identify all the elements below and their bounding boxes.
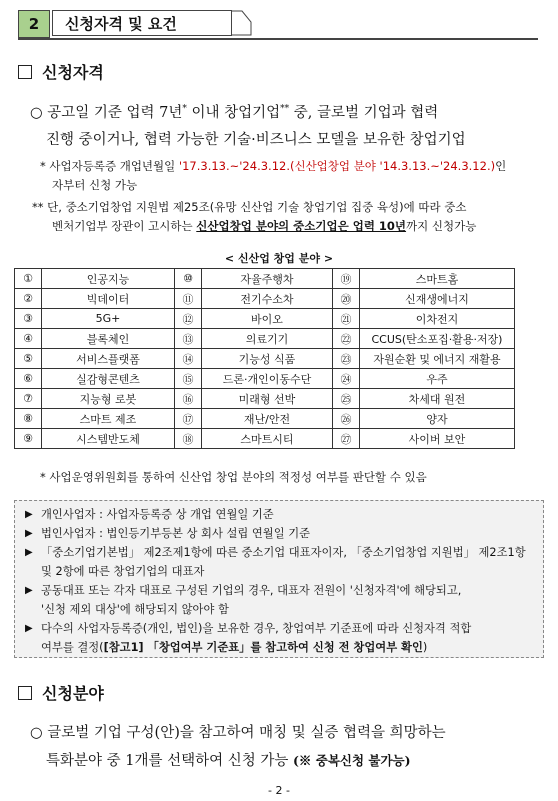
note-box-text: 「중소기업기본법」 제2조제1항에 따른 중소기업 대표자이자, 「중소기업창업 지원법」 제2조1항 [41, 546, 526, 559]
field-name: 기능성 식품 [202, 349, 333, 369]
table-row [15, 349, 515, 369]
field-number: ㉖ [333, 409, 360, 429]
note1-text-line2: 자부터 신청 가능 [52, 178, 138, 192]
field-name: 스마트 제조 [42, 409, 175, 429]
main-text-1c: 중, 글로벌 기업과 협력 [289, 104, 439, 121]
section-number: 2 [18, 10, 50, 38]
criteria-note-box [14, 500, 544, 658]
note-box-line [25, 505, 533, 524]
heading-field [18, 681, 104, 704]
note1-mark: * [40, 159, 46, 173]
field-name: 자율주행차 [202, 269, 333, 289]
field-number: ⑥ [15, 369, 42, 389]
field-paragraph [30, 720, 550, 775]
field-number: ⑰ [175, 409, 202, 429]
field-number: ⑳ [333, 289, 360, 309]
field-name: 양자 [360, 409, 515, 429]
field-number: ⑤ [15, 349, 42, 369]
main-text-2: 진행 중이거나, 협력 가능한 기술·비즈니스 모델을 보유한 창업기업 [46, 131, 466, 148]
note2-mark: ** [32, 200, 44, 214]
table-row [15, 309, 515, 329]
field-name: 사이버 보안 [360, 429, 515, 449]
field-name: 스마트홈 [360, 269, 515, 289]
table-note-mark: * [40, 470, 46, 484]
note1-date-range: '17.3.13.~'24.3.12.(신산업창업 분야 '14.3.13.~'24.3.12.) [178, 159, 496, 173]
circle-bullet-icon: ○ [30, 725, 43, 741]
table-note [40, 468, 550, 487]
checkbox-square-icon [18, 686, 32, 700]
field-number: ㉑ [333, 309, 360, 329]
note-box-line [25, 619, 533, 638]
field-number: ⑲ [333, 269, 360, 289]
field-name: 인공지능 [42, 269, 175, 289]
triangle-bullet-icon: ▶ [25, 585, 33, 596]
checkbox-square-icon [18, 65, 32, 79]
field-name: 자원순환 및 에너지 재활용 [360, 349, 515, 369]
field-number: ① [15, 269, 42, 289]
field-number: ⑯ [175, 389, 202, 409]
field-name: 전기수소차 [202, 289, 333, 309]
section-divider [18, 38, 538, 40]
tab-fold-decoration [232, 10, 252, 36]
table-row [15, 289, 515, 309]
triangle-bullet-icon [25, 600, 41, 619]
field-name: 실감형콘텐츠 [42, 369, 175, 389]
note-box-text: '신청 제외 대상'에 해당되지 않아야 함 [41, 603, 229, 616]
heading-field-text: 신청분야 [42, 684, 104, 703]
circle-bullet-icon: ○ [30, 104, 43, 121]
field-number: ⑱ [175, 429, 202, 449]
field-number: ㉕ [333, 389, 360, 409]
sup-star-1: * [182, 104, 187, 114]
field-no-duplicate-note: (※ 중복신청 불가능) [292, 753, 411, 768]
indent-spacer [25, 638, 41, 657]
field-text-line2a: 특화분야 중 1개를 선택하여 신청 가능 [46, 753, 293, 769]
field-number: ⑧ [15, 409, 42, 429]
field-name: CCUS(탄소포집·활용·저장) [360, 329, 515, 349]
field-name: 신재생에너지 [360, 289, 515, 309]
table-title: < 신산업 창업 분야 > [224, 252, 334, 265]
sup-star-2: ** [280, 104, 290, 114]
field-name: 바이오 [202, 309, 333, 329]
field-name: 차세대 원전 [360, 389, 515, 409]
note-box-text: 법인사업자 : 법인등기부등본 상 회사 설립 연월일 기준 [41, 527, 311, 540]
field-name: 이차전지 [360, 309, 515, 329]
field-number: ③ [15, 309, 42, 329]
note-box-text: 및 2항에 따른 창업기업의 대표자 [41, 565, 205, 578]
field-name: 의료기기 [202, 329, 333, 349]
field-number: ⑩ [175, 269, 202, 289]
note-1 [40, 157, 550, 195]
field-number: ⑮ [175, 369, 202, 389]
page-number: - 2 - [268, 784, 290, 797]
field-number: ④ [15, 329, 42, 349]
note-box-text-part: 여부를 결정( [41, 641, 104, 654]
field-name: 지능형 로봇 [42, 389, 175, 409]
reference-note: [참고1] 「창업여부 기준표」를 참고하여 신청 전 창업여부 확인 [103, 641, 423, 654]
field-name: 빅데이터 [42, 289, 175, 309]
field-text-line1: 글로벌 기업 구성(안)을 참고하여 매칭 및 실증 협력을 희망하는 [47, 725, 446, 741]
note-box-line [25, 524, 533, 543]
note-box-line [25, 543, 533, 562]
table-row [15, 329, 515, 349]
table-row [15, 429, 515, 449]
note-box-text-part: ) [422, 641, 428, 654]
field-name: 드론·개인이동수단 [202, 369, 333, 389]
note-box-line [25, 638, 533, 657]
eligibility-main [30, 96, 550, 154]
table-row [15, 369, 515, 389]
field-number: ⑪ [175, 289, 202, 309]
table-row [15, 389, 515, 409]
field-number: ㉒ [333, 329, 360, 349]
field-number: ㉔ [333, 369, 360, 389]
main-text-1b: 이내 창업기업 [186, 104, 281, 121]
heading-eligibility-text: 신청자격 [42, 63, 104, 82]
field-name: 미래형 선박 [202, 389, 333, 409]
note1-text-a: 사업자등록증 개업년월일 [49, 159, 179, 173]
field-name: 블록체인 [42, 329, 175, 349]
field-number: ㉓ [333, 349, 360, 369]
triangle-bullet-icon: ▶ [25, 623, 33, 634]
note-box-text: 개인사업자 : 사업자등록증 상 개업 연월일 기준 [41, 508, 274, 521]
note-2 [32, 198, 547, 236]
field-number: ⑭ [175, 349, 202, 369]
field-name: 시스템반도체 [42, 429, 175, 449]
field-name: 스마트시티 [202, 429, 333, 449]
field-number: ㉗ [333, 429, 360, 449]
triangle-bullet-icon [25, 562, 41, 581]
field-number: ⑦ [15, 389, 42, 409]
section-title: 신청자격 및 요건 [52, 10, 232, 36]
field-number: ⑨ [15, 429, 42, 449]
field-name: 서비스플랫폼 [42, 349, 175, 369]
field-number: ⑫ [175, 309, 202, 329]
field-name: 재난/안전 [202, 409, 333, 429]
triangle-bullet-icon: ▶ [25, 547, 33, 558]
note-box-line [25, 562, 533, 581]
triangle-bullet-icon: ▶ [25, 509, 33, 520]
note2-text-line2a: 벤처기업부 장관이 고시하는 [52, 219, 197, 233]
note2-text-line2c: 까지 신청가능 [406, 219, 477, 233]
note-box-text [41, 638, 427, 657]
table-row [15, 269, 515, 289]
note2-text-line1: 단, 중소기업창업 지원법 제25조(유망 신산업 기술 창업기업 집중 육성)에 따라 중소 [47, 200, 467, 214]
note1-text-b: 인 [495, 159, 507, 173]
note-box-line [25, 581, 533, 600]
heading-eligibility [18, 60, 104, 83]
note-box-line [25, 600, 533, 619]
main-text-1a: 공고일 기준 업력 7년 [47, 104, 183, 121]
field-number: ② [15, 289, 42, 309]
field-name: 우주 [360, 369, 515, 389]
table-row [15, 409, 515, 429]
note2-highlight: 신산업창업 분야의 중소기업은 업력 10년 [196, 219, 407, 233]
fields-table [14, 268, 515, 449]
triangle-bullet-icon: ▶ [25, 528, 33, 539]
note-box-text: 다수의 사업자등록증(개인, 법인)을 보유한 경우, 창업여부 기준표에 따라 신청자격 적합 [41, 622, 472, 635]
field-name: 5G+ [42, 309, 175, 329]
field-number: ⑬ [175, 329, 202, 349]
table-note-text: 사업운영위원회를 통하여 신산업 창업 분야의 적정성 여부를 판단할 수 있음 [49, 470, 427, 484]
note-box-text: 공동대표 또는 각자 대표로 구성된 기업의 경우, 대표자 전원이 '신청자격'에 해당되고, [41, 584, 462, 597]
